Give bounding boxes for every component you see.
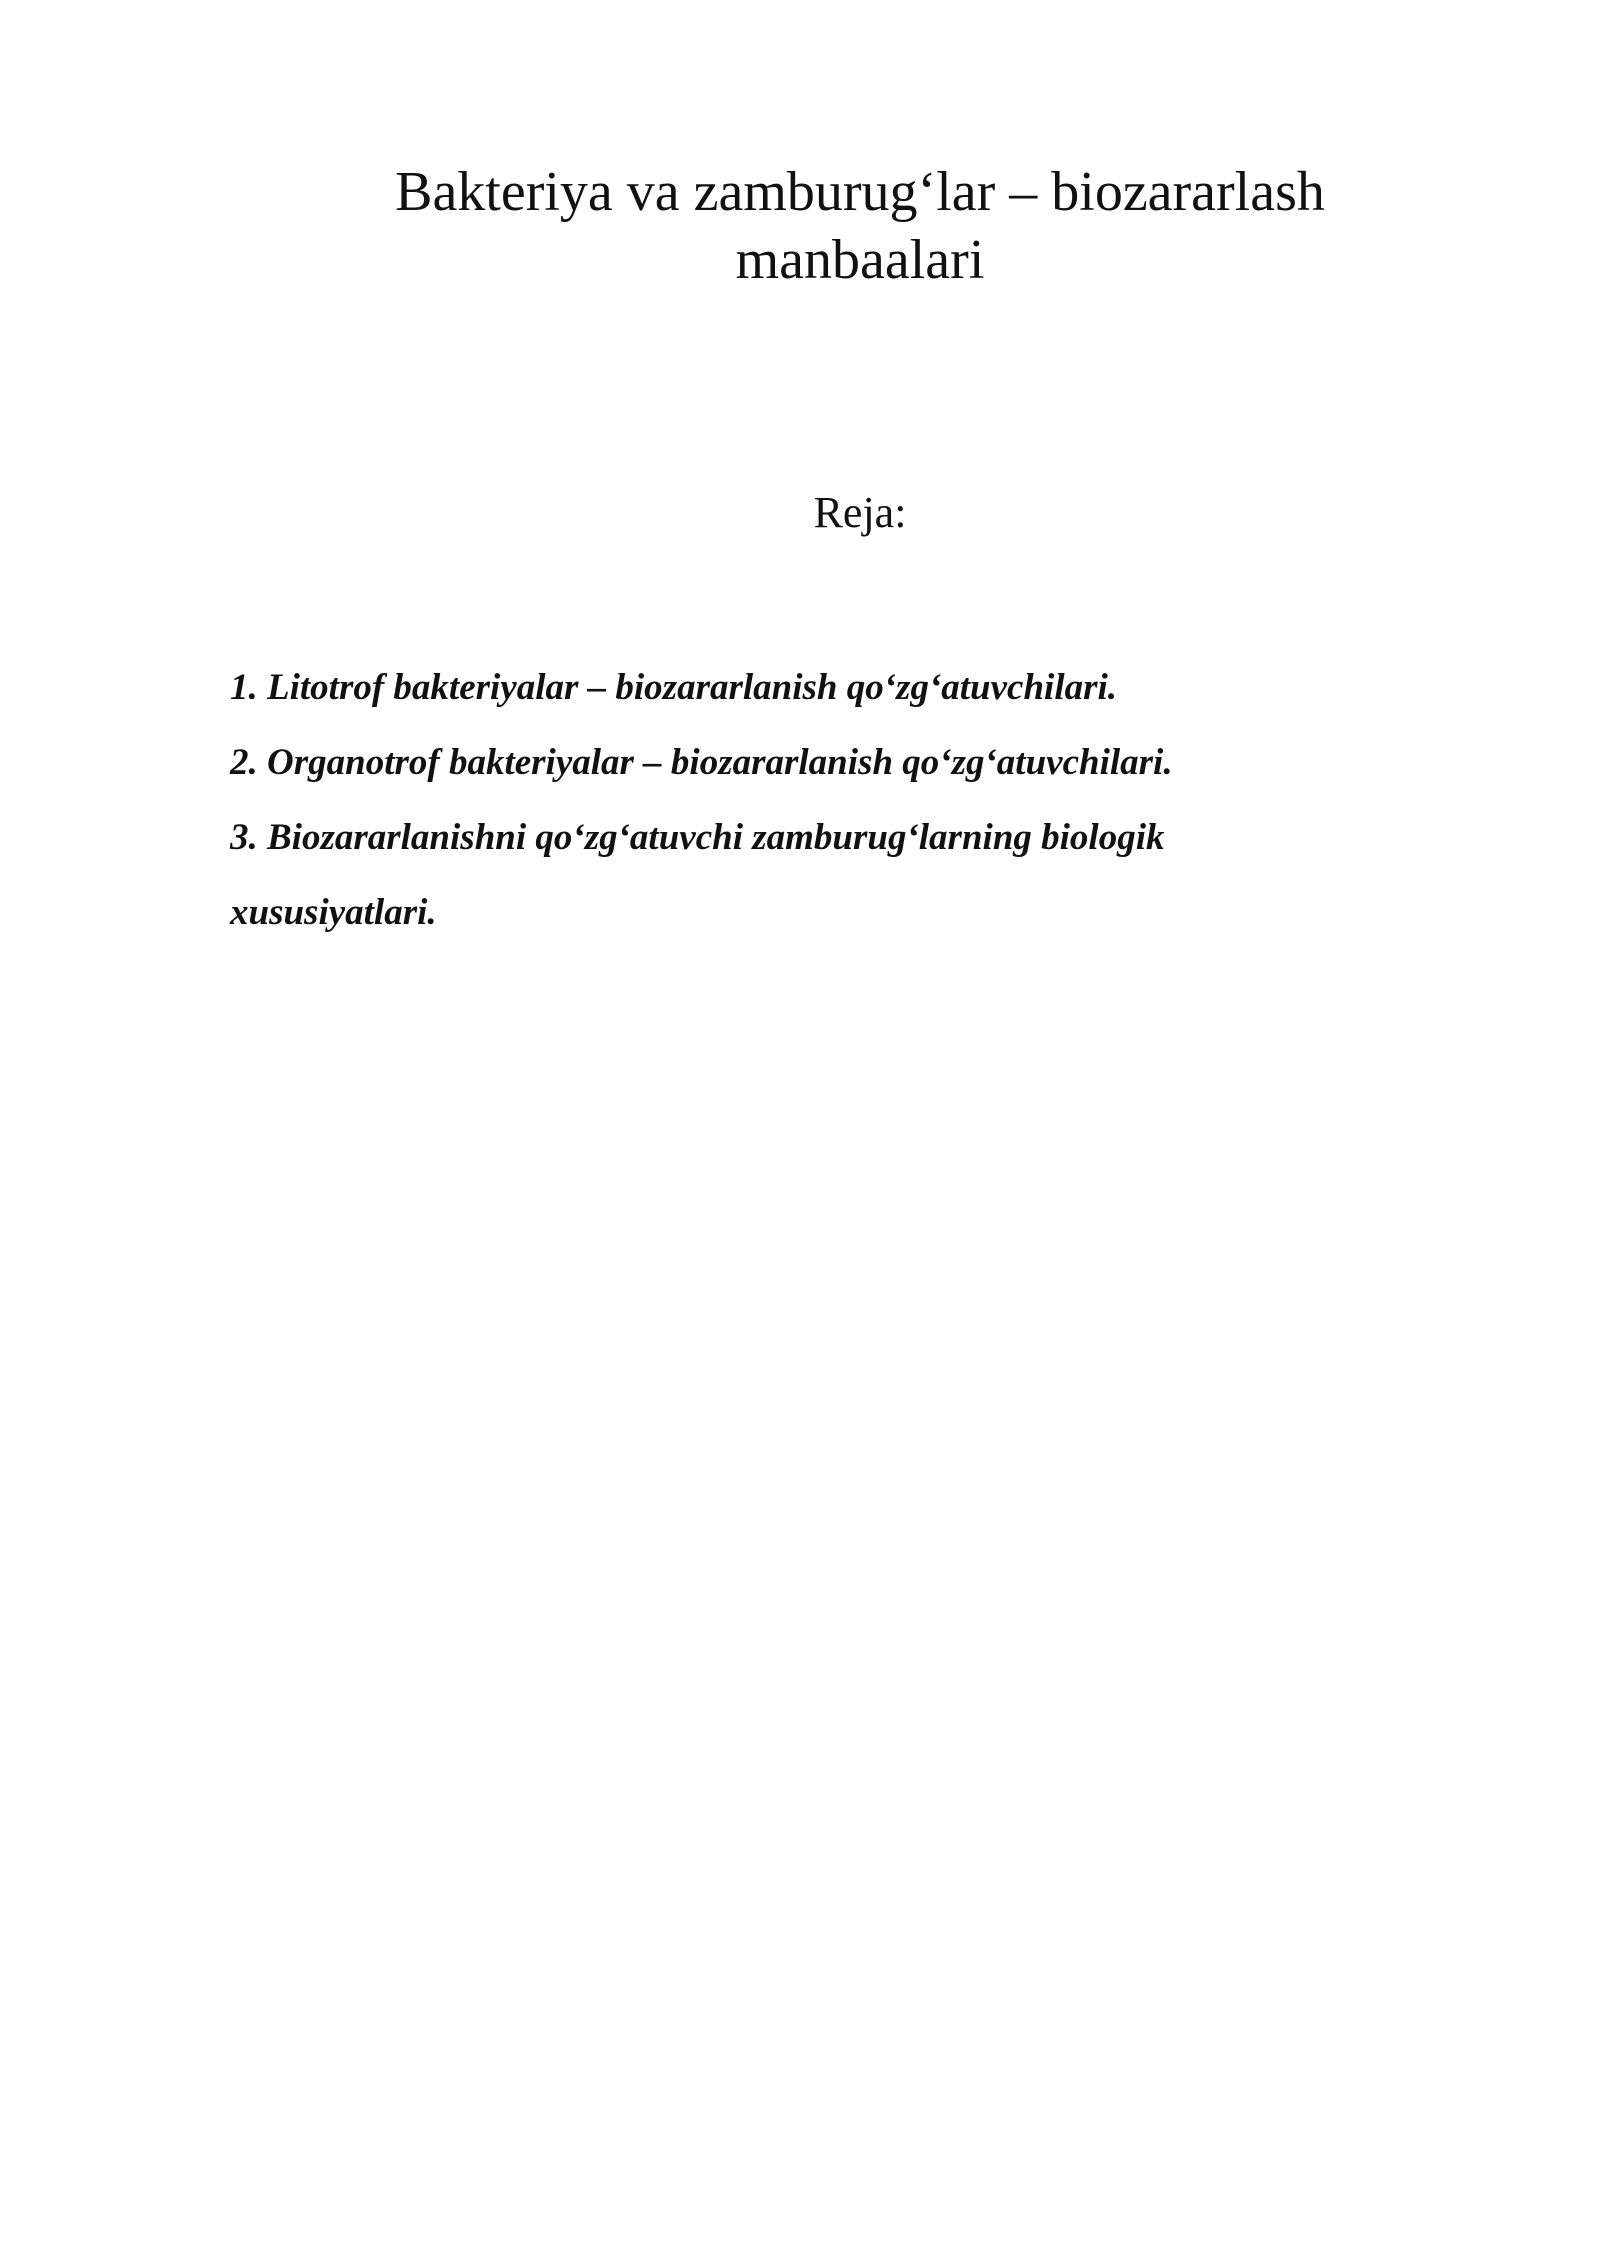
plan-item xyxy=(230,800,1380,950)
plan-item-line: 1. Litotrof bakteriyalar – biozararlanish qo‘zg‘atuvchilari. xyxy=(230,667,1118,708)
document-title-line: manbaalari xyxy=(735,229,985,291)
plan-item xyxy=(230,725,1380,800)
plan-item xyxy=(230,650,1380,725)
plan-item-line: xususiyatlari. xyxy=(230,892,437,933)
document-title xyxy=(360,158,1360,294)
plan-item-line: 2. Organotrof bakteriyalar – biozararlanish qo‘zg‘atuvchilari. xyxy=(230,742,1173,783)
plan-item-line: 3. Biozararlanishni qo‘zg‘atuvchi zamburug‘larning biologik xyxy=(230,817,1165,858)
plan-list xyxy=(230,650,1380,950)
document-title-line: Bakteriya va zamburug‘lar – biozararlash xyxy=(395,161,1325,223)
plan-heading: Reja: xyxy=(813,488,907,537)
